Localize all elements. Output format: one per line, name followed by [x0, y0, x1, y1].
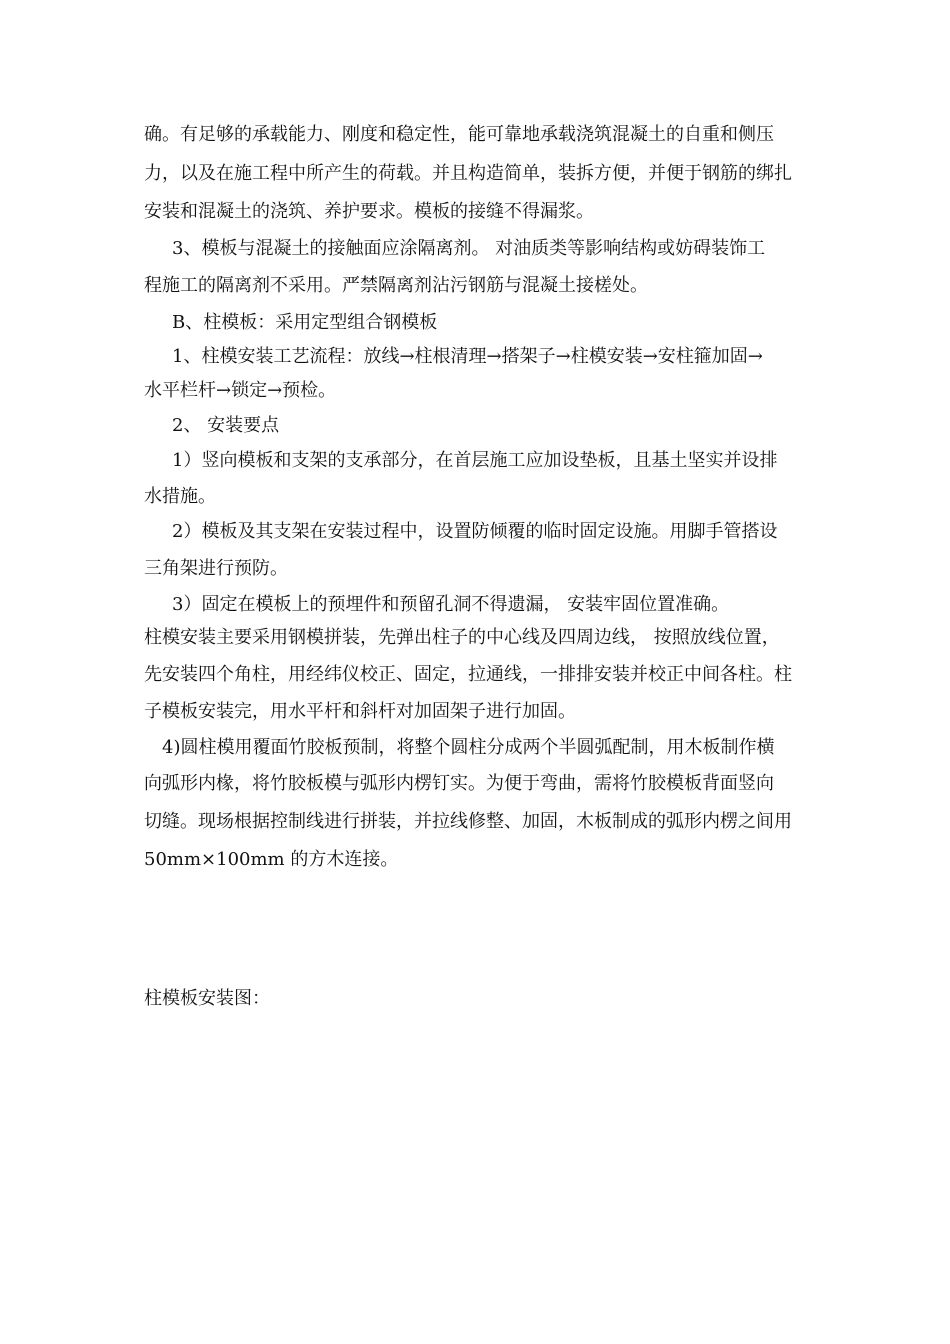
text-line: 3、模板与混凝土的接触面应涂隔离剂。 对油质类等影响结构或妨碍装饰工 — [172, 238, 766, 259]
text-line: 子模板安装完，用水平杆和斜杆对加固架子进行加固。 — [144, 701, 576, 722]
text-line: 力，以及在施工程中所产生的荷载。并且构造简单，装拆方便，并便于钢筋的绑扎 — [144, 163, 792, 184]
figure-caption: 柱模板安装图： — [144, 988, 270, 1009]
text-line: 先安装四个角柱，用经纬仪校正、固定，拉通线，一排排安装并校正中间各柱。柱 — [144, 664, 792, 685]
text-line: 50mm×100mm 的方木连接。 — [144, 849, 399, 870]
section-heading: B、柱模板：采用定型组合钢模板 — [172, 312, 438, 333]
text-line: 确。有足够的承载能力、刚度和稳定性，能可靠地承载浇筑混凝土的自重和侧压 — [144, 124, 774, 145]
text-line: 3）固定在模板上的预埋件和预留孔洞不得遗漏， 安装牢固位置准确。 — [172, 594, 730, 615]
text-line: 4)圆柱模用覆面竹胶板预制，将整个圆柱分成两个半圆弧配制，用木板制作横 — [162, 737, 775, 758]
text-line: 水平栏杆→锁定→预检。 — [144, 380, 337, 401]
text-line: 安装和混凝土的浇筑、养护要求。模板的接缝不得漏浆。 — [144, 201, 594, 222]
text-line: 1、柱模安装工艺流程：放线→柱根清理→搭架子→柱模安装→安柱箍加固→ — [172, 346, 763, 367]
text-line: 程施工的隔离剂不采用。严禁隔离剂沾污钢筋与混凝土接槎处。 — [144, 275, 648, 296]
text-line: 1）竖向模板和支架的支承部分，在首层施工应加设垫板，且基土坚实并设排 — [172, 450, 778, 471]
text-line: 柱模安装主要采用钢模拼装，先弹出柱子的中心线及四周边线， 按照放线位置， — [144, 627, 780, 648]
subsection-heading: 2、 安装要点 — [172, 415, 280, 436]
text-line: 三角架进行预防。 — [144, 558, 288, 579]
text-line: 2）模板及其支架在安装过程中，设置防倾覆的临时固定设施。用脚手管搭设 — [172, 521, 778, 542]
text-line: 水措施。 — [144, 486, 216, 507]
text-line: 切缝。现场根据控制线进行拼装，并拉线修整、加固，木板制成的弧形内楞之间用 — [144, 811, 792, 832]
text-line: 向弧形内椽，将竹胶板模与弧形内楞钉实。为便于弯曲，需将竹胶模板背面竖向 — [144, 773, 774, 794]
